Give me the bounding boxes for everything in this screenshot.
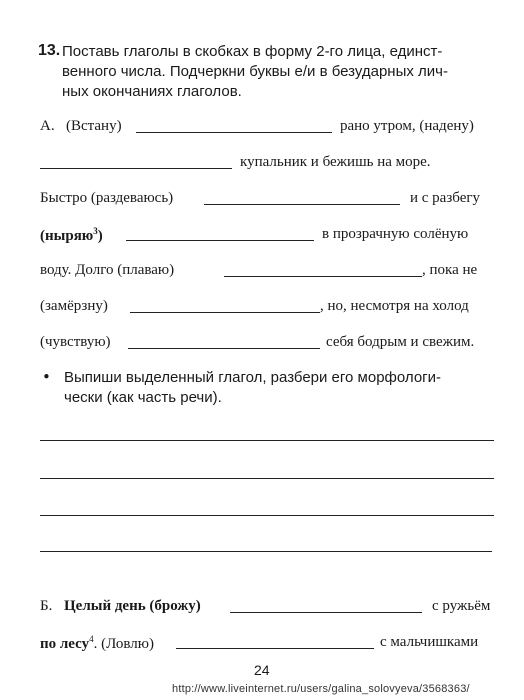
section-b-label: Б. <box>40 598 53 614</box>
section-a-line6-start: (замёрзну) <box>40 298 108 314</box>
task-instruction-line-3: ных окончаниях глаголов. <box>62 83 242 100</box>
section-a-label: А. <box>40 118 55 134</box>
bullet-task-line-1: Выпиши выделенный глагол, разбери его морфологи- <box>64 369 442 386</box>
answer-blank-1[interactable] <box>136 132 332 133</box>
section-a-line3-end: и с разбегу <box>410 190 481 206</box>
answer-blank-7[interactable] <box>128 348 320 349</box>
section-a-line1-start: (Встану) <box>66 118 122 134</box>
writing-line-3[interactable] <box>40 515 494 516</box>
section-a-line1-end: рано утром, (надену) <box>340 118 474 134</box>
section-a-line7-start: (чувствую) <box>40 334 111 350</box>
section-b-line2-end: с мальчишками <box>380 634 479 650</box>
footnote-3: 3 <box>93 226 98 236</box>
task-instruction-line-2: венного числа. Подчеркни буквы е/и в безударных лич- <box>62 63 448 80</box>
paren-close: ) <box>97 228 103 244</box>
section-b-line1-end: с ружьём <box>432 598 491 614</box>
task-instruction-line-1: Поставь глаголы в скобках в форму 2-го лица, единст- <box>62 43 443 60</box>
footnote-4: 4 <box>89 634 94 644</box>
section-a-line5-end: , пока не <box>422 262 478 278</box>
section-b-line2-start <box>40 634 154 653</box>
bullet-task-line-2: чески (как часть речи). <box>64 389 222 406</box>
section-a-line5-start: воду. Долго (плаваю) <box>40 262 175 278</box>
answer-blank-3[interactable] <box>204 204 400 205</box>
answer-blank-6[interactable] <box>130 312 320 313</box>
bullet-marker: • <box>42 368 51 386</box>
section-a-line6-end: , но, несмотря на холод <box>320 298 469 314</box>
section-a-line4-start <box>40 226 103 245</box>
writing-line-1[interactable] <box>40 440 494 441</box>
section-a-line7-end: себя бодрым и свежим. <box>326 334 475 350</box>
section-a-line3-start: Быстро (раздеваюсь) <box>40 190 174 206</box>
answer-blank-2[interactable] <box>40 168 232 169</box>
answer-blank-4[interactable] <box>126 240 314 241</box>
section-b-line1-start: Целый день (брожу) <box>64 598 201 614</box>
section-a-line2: купальник и бежишь на море. <box>240 154 431 170</box>
writing-line-2[interactable] <box>40 478 494 479</box>
task-number: 13. <box>38 42 61 59</box>
section-b-lovlyu: . (Ловлю) <box>93 636 154 652</box>
answer-blank-8[interactable] <box>230 612 422 613</box>
phrase-po-lesu: по лесу <box>40 636 90 652</box>
writing-line-4[interactable] <box>40 551 492 552</box>
watermark-url: http://www.liveinternet.ru/users/galina_solovyeva/3568363/ <box>172 683 470 695</box>
page-number: 24 <box>254 662 270 678</box>
section-a-line4-end: в прозрачную солёную <box>322 226 469 242</box>
answer-blank-5[interactable] <box>224 276 422 277</box>
answer-blank-9[interactable] <box>176 648 374 649</box>
verb-nyryayu: (ныряю <box>40 228 94 244</box>
